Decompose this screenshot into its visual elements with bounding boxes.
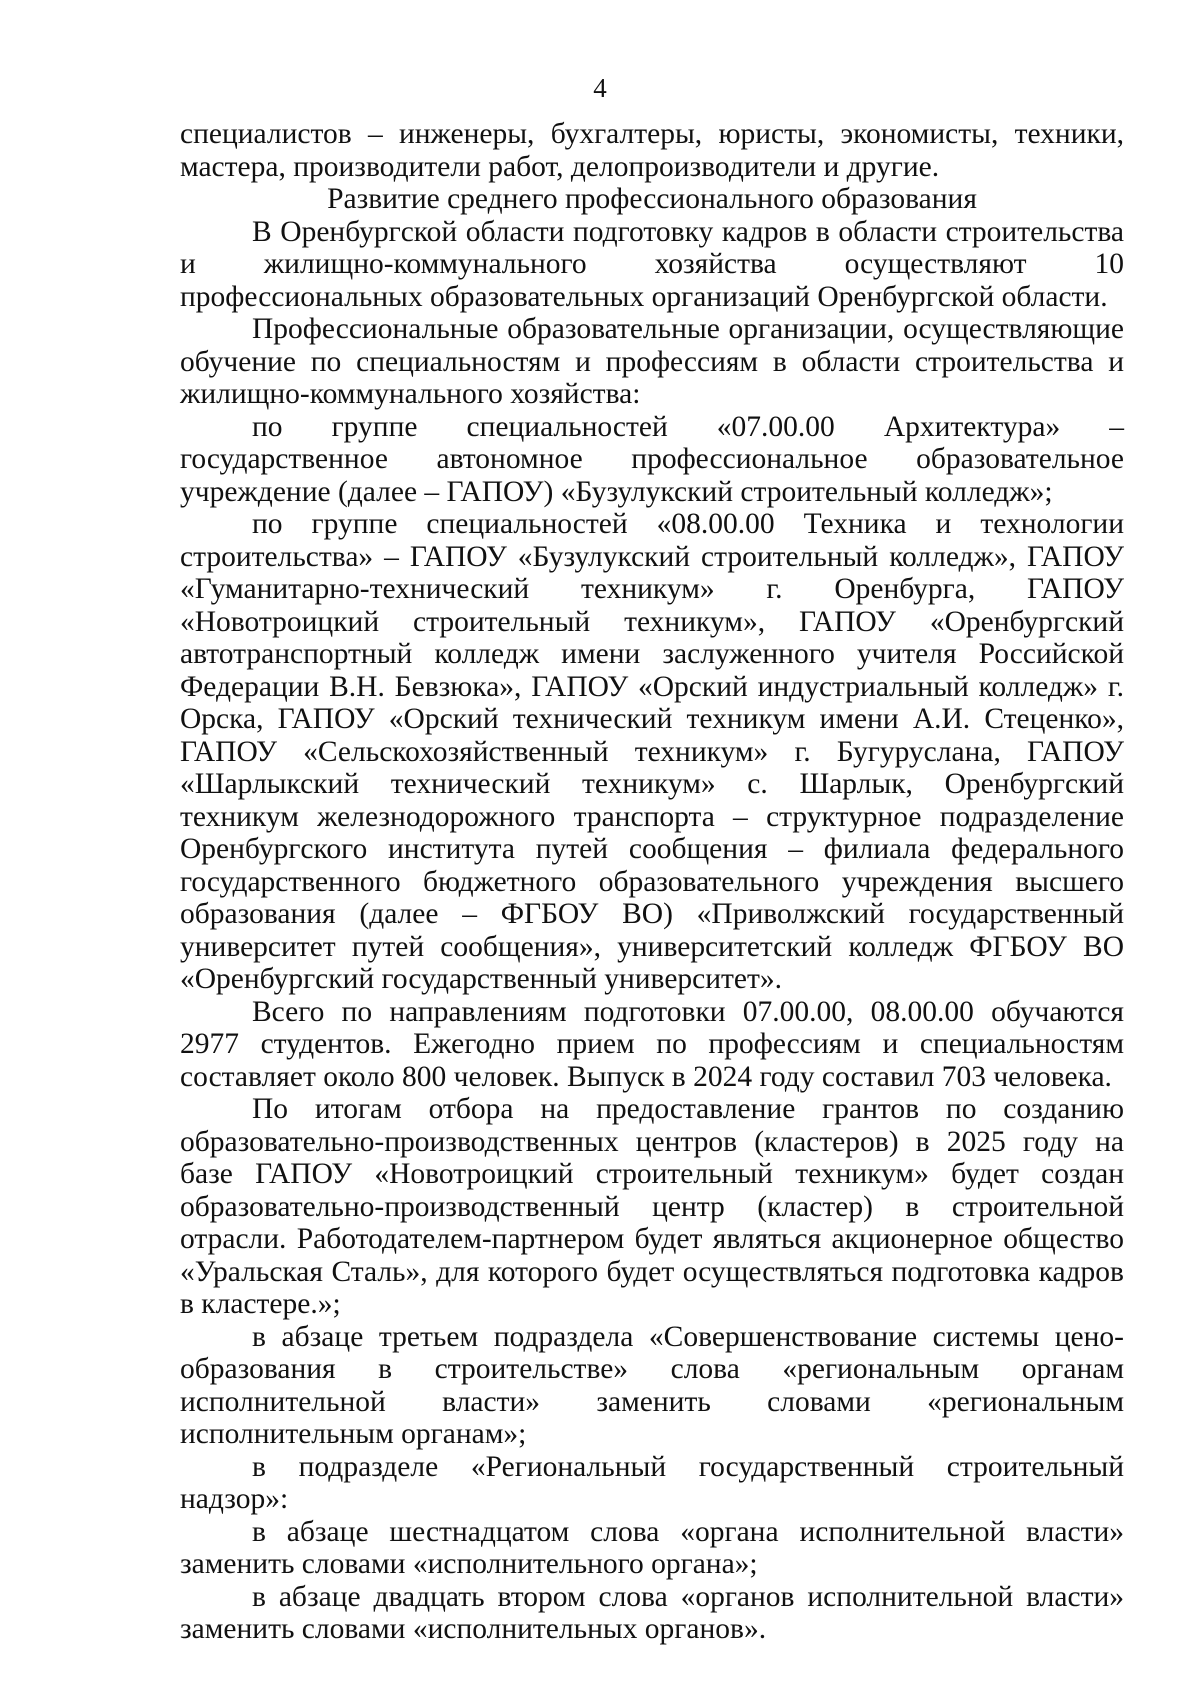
paragraph: В Оренбургской области подготовку кадров в области строительства и жилищно-коммунального хозяйства осуществляют 10 профессиональных образовательных организаций Оренбургской области. [180, 215, 1124, 313]
paragraph: по группе специальностей «08.00.00 Техника и технологии строительства» – ГАПОУ «Бузулукский строительный колледж», ГАПОУ «Гуманитарно-технический техникум» г. Оренбурга, ГАПОУ «Новотроицкий строительный техникум», ГАПОУ «Оренбургский автотранспортный колледж имени заслуженного учителя Российской Федерации В.Н. Бевзюка», ГАПОУ «Орский индустриальный колледж» г. Орска, ГАПОУ «Орский технический техникум имени А.И. Стеценко», ГАПОУ «Сельскохозяйственный техникум» г. Бугуруслана, ГАПОУ «Шарлыкский технический техникум» с. Шарлык, Оренбургский техникум железнодорожного транспорта – структурное подразделение Оренбургского института путей сообщения – филиала федерального государственного бюджетного образовательного учреждения высшего образования (далее – ФГБОУ ВО) «Приволжский государственный университет путей сообщения», университетский колледж ФГБОУ ВО «Оренбургский государственный университет». [180, 508, 1124, 995]
paragraph-continuation: специалистов – инженеры, бухгалтеры, юристы, экономисты, техники, мастера, производители работ, делопроизводители и другие. [180, 118, 1124, 183]
paragraph: по группе специальностей «07.00.00 Архитектура» – государственное автономное профессиональное образовательное учреждение (далее – ГАПОУ) «Бузулукский строительный колледж»; [180, 410, 1124, 508]
paragraph: в абзаце двадцать втором слова «органов исполнительной власти» заменить словами «исполнительных органов». [180, 1580, 1124, 1645]
paragraph: в абзаце третьем подраздела «Совершенствование системы цено-образования в строительстве» слова «региональным органам исполнительной власти» заменить словами «региональным исполнительным органам»; [180, 1320, 1124, 1450]
paragraph: в подразделе «Региональный государственный строительный надзор»: [180, 1450, 1124, 1515]
page-number: 4 [593, 73, 607, 103]
paragraph: Всего по направлениям подготовки 07.00.00, 08.00.00 обучаются 2977 студентов. Ежегодно прием по профессиям и специальностям составляет около 800 человек. Выпуск в 2024 году составил 703 человека. [180, 995, 1124, 1093]
section-heading: Развитие среднего профессионального образования [327, 183, 977, 215]
paragraph: Профессиональные образовательные организации, осуществляющие обучение по специальностям и профессиям в области строительства и жилищно-коммунального хозяйства: [180, 313, 1124, 410]
paragraph: в абзаце шестнадцатом слова «органа исполнительной власти» заменить словами «исполнительного органа»; [180, 1515, 1124, 1580]
document-body [180, 118, 1124, 1646]
paragraph: По итогам отбора на предоставление грантов по созданию образовательно-производственных центров (кластеров) в 2025 году на базе ГАПОУ «Новотроицкий строительный техникум» будет создан образовательно-производственный центр (кластер) в строительной отрасли. Работодателем-партнером будет являться акционерное общество «Уральская Сталь», для которого будет осуществляться подготовка кадров в кластере.»; [180, 1093, 1124, 1320]
